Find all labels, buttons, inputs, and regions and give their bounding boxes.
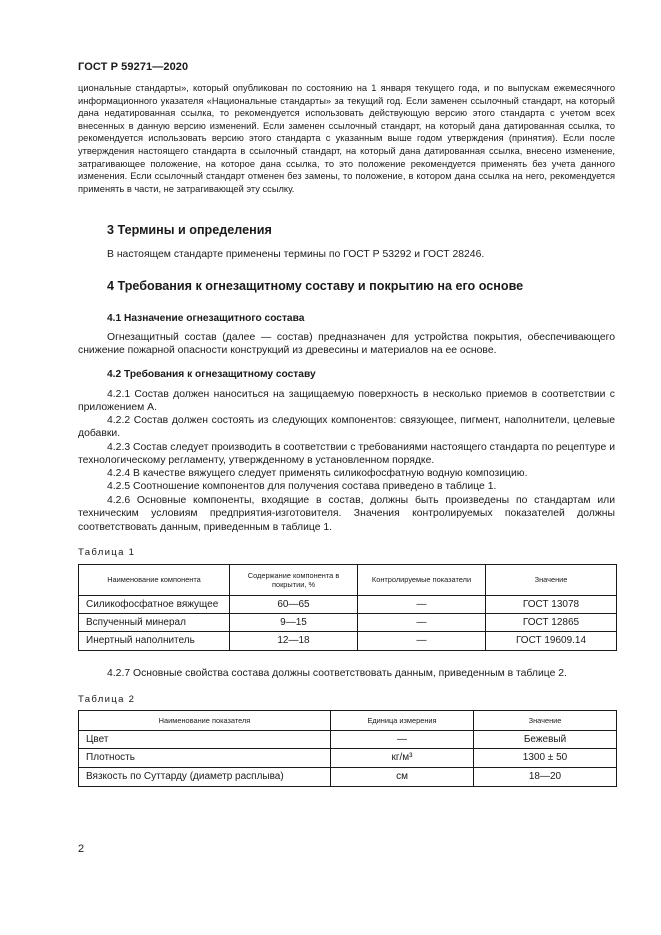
table-cell: Силикофосфатное вяжущее	[79, 596, 230, 614]
section-3-heading: 3 Термины и определения	[107, 223, 272, 237]
table-cell: Вспученный минерал	[79, 614, 230, 632]
table-cell: —	[358, 632, 486, 651]
table-cell: 60—65	[230, 596, 358, 614]
table-cell: кг/м³	[331, 749, 474, 768]
table-2-header: Значение	[474, 711, 617, 731]
intro-paragraph: циональные стандарты», который опубликован по состоянию на 1 января текущего года, и по выпускам ежемесячного информационного указателя «Национальные стандарты» за текущий год. Если заменен ссылочный стандарт, на который дана недатированная ссылка, то рекомендуется использовать действующую версию этого стандарта с учетом всех внесенных в данную версию изменений. Если заменен ссылочный стандарт, на который дана датированная ссылка, то рекомендуется использовать версию этого стандарта с указанным выше годом утверждения (принятия). Если после утверждения настоящего стандарта в ссылочный стандарт, на который дана датированная ссылка, внесено изменение, затрагивающее положение, на которое дана ссылка, то это положение рекомендуется применять без учета данного изменения. Если ссылочный стандарт отменен без замены, то положение, в котором дана ссылка на него, рекомендуется применять в части, не затрагивающей эту ссылку.	[78, 83, 615, 194]
table-cell: 1300 ± 50	[474, 749, 617, 768]
table-cell: Инертный наполнитель	[79, 632, 230, 651]
table-1-header: Значение	[486, 565, 617, 596]
section-3-text: В настоящем стандарте применены термины по ГОСТ Р 53292 и ГОСТ 28246.	[107, 249, 485, 260]
clause-4-2-4: 4.2.4 В качестве вяжущего следует применять силикофосфатную водную композицию.	[107, 468, 528, 479]
table-row	[79, 614, 617, 632]
table-cell: —	[331, 731, 474, 749]
table-2-header: Единица измерения	[331, 711, 474, 731]
table-cell: ГОСТ 13078	[486, 596, 617, 614]
table-cell: —	[358, 596, 486, 614]
table-2-caption: Таблица 2	[78, 694, 136, 705]
page-number: 2	[78, 843, 85, 855]
table-cell: Цвет	[79, 731, 331, 749]
table-cell: —	[358, 614, 486, 632]
table-1	[78, 564, 617, 651]
clause-4-2-6: 4.2.6 Основные компоненты, входящие в состав, должны быть произведены по стандартам или техническим условиям предприятия-изготовителя. Значения контролируемых показателей должны соответствовать данным, приведенным в таблице 1.	[78, 495, 615, 533]
clause-4-2-5: 4.2.5 Соотношение компонентов для получения состава приведено в таблице 1.	[107, 481, 497, 492]
table-cell: 12—18	[230, 632, 358, 651]
subsection-4-1-text: Огнезащитный состав (далее — состав) предназначен для устройства покрытия, обеспечивающего снижение пожарной опасности конструкций из древесины и материалов на ее основе.	[78, 332, 615, 357]
table-row	[79, 731, 617, 749]
clause-4-2-1: 4.2.1 Состав должен наноситься на защищаемую поверхность в несколько приемов в соответствии с приложением А.	[78, 389, 615, 414]
section-4-heading: 4 Требования к огнезащитному составу и покрытию на его основе	[107, 279, 524, 293]
table-2	[78, 710, 617, 787]
document-header: ГОСТ Р 59271—2020	[78, 61, 189, 73]
table-row	[79, 632, 617, 651]
table-cell: Вязкость по Суттарду (диаметр расплыва)	[79, 768, 331, 787]
table-cell: Бежевый	[474, 731, 617, 749]
table-cell: 18—20	[474, 768, 617, 787]
table-cell: Плотность	[79, 749, 331, 768]
table-1-header: Наименование компонента	[79, 565, 230, 596]
table-1-header-row	[79, 565, 617, 596]
table-2-header-row	[79, 711, 617, 731]
clause-4-2-7: 4.2.7 Основные свойства состава должны соответствовать данным, приведенным в таблице 2.	[107, 668, 567, 679]
table-1-header: Контролируемые показатели	[358, 565, 486, 596]
table-row	[79, 596, 617, 614]
table-1-caption: Таблица 1	[78, 547, 136, 558]
table-row	[79, 749, 617, 768]
table-row	[79, 768, 617, 787]
subsection-4-1-heading: 4.1 Назначение огнезащитного состава	[107, 313, 305, 324]
clause-4-2-2: 4.2.2 Состав должен состоять из следующих компонентов: связующее, пигмент, наполнители, целевые добавки.	[78, 415, 615, 440]
table-1-header: Содержание компонента в покрытии, %	[230, 565, 358, 596]
table-cell: см	[331, 768, 474, 787]
table-cell: ГОСТ 19609.14	[486, 632, 617, 651]
table-cell: 9—15	[230, 614, 358, 632]
clause-4-2-3: 4.2.3 Состав следует производить в соответствии с требованиями настоящего стандарта по рецептуре и технологическому регламенту, утвержденному в установленном порядке.	[78, 442, 615, 467]
table-cell: ГОСТ 12865	[486, 614, 617, 632]
table-2-header: Наименование показателя	[79, 711, 331, 731]
subsection-4-2-heading: 4.2 Требования к огнезащитному составу	[107, 369, 316, 380]
